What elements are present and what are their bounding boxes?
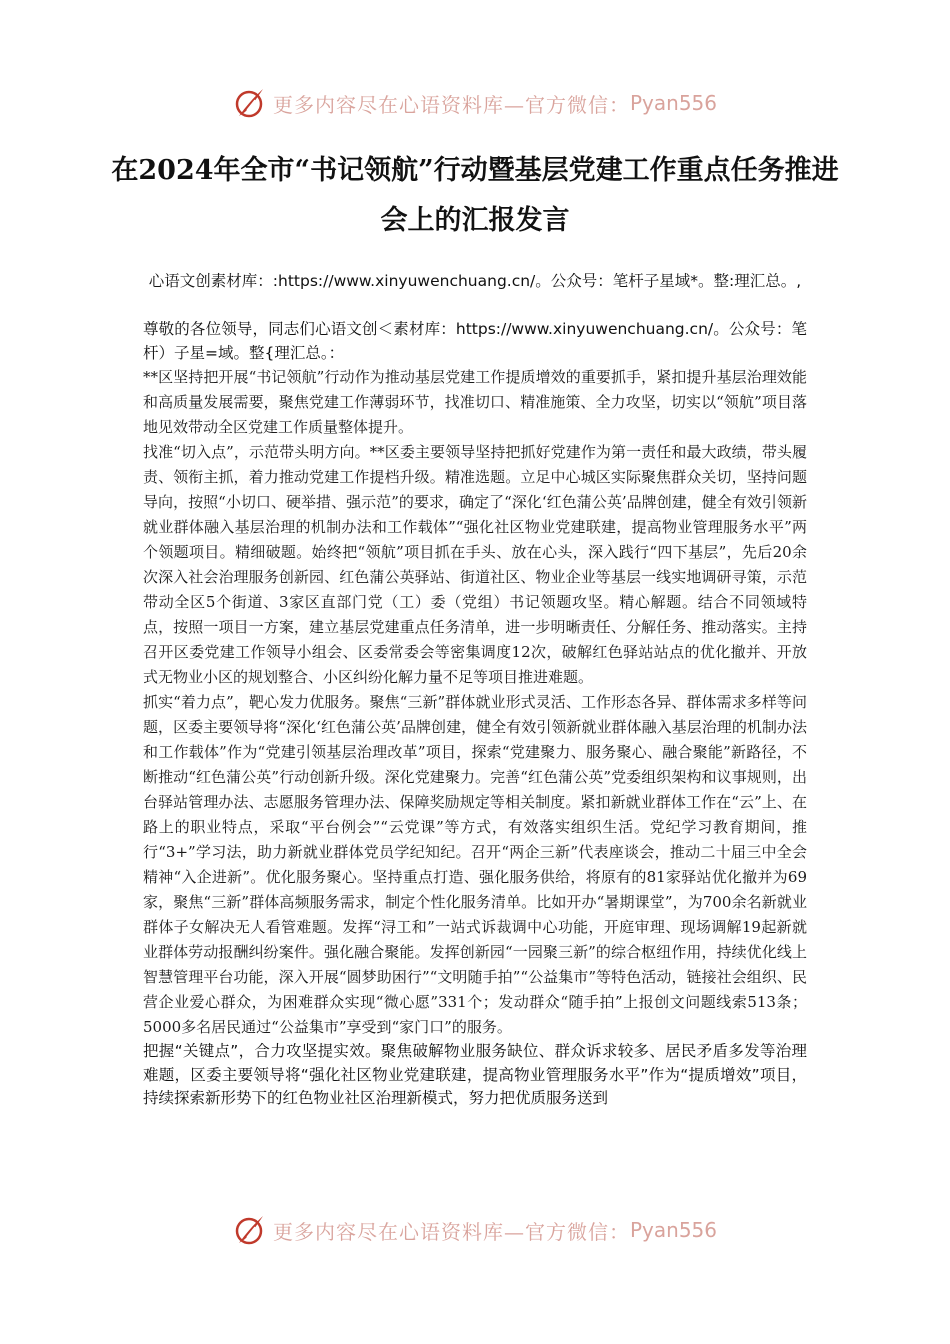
body-paragraph: 把握“关键点”，合力攻坚提实效。聚焦破解物业服务缺位、群众诉求较多、居民矛盾多发等治理难题，区委主要领导将“强化社区物业党建联建，提高物业管理服务水平”作为“提质增效”项目，持续探索新形势下的红色物业社区治理新模式，努力把优质服务送到 — [143, 1042, 807, 1107]
source-line: 心语文创素材库：:https://www.xinyuwenchuang.cn/。公众号：笔杆子星域*。整:理汇总。, — [148, 272, 802, 290]
header-banner — [0, 78, 950, 128]
footer-banner — [0, 1205, 950, 1255]
body-paragraph: 抓实“着力点”，靶心发力优服务。聚焦“三新”群体就业形式灵活、工作形态各异、群体需求多样等问题，区委主要领导将“深化‘红色蒲公英’品牌创建，健全有效引领新就业群体融入基层治理的机制办法和工作载体”作为“党建引领基层治理改革”项目，探索“党建聚力、服务聚心、融合聚能”新路径，不断推动“红色蒲公英”行动创新升级。深化党建聚力。完善“红色蒲公英”党委组织架构和议事规则，出台驿站管理办法、志愿服务管理办法、保障奖励规定等相关制度。紧扣新就业群体工作在“云”上、在路上的职业特点，采取“平台例会”“云党课”等方式，有效落实组织生活。党纪学习教育期间，推行“3+”学习法，助力新就业群体党员学纪知纪。召开“两企三新”代表座谈会，推动二十届三中全会精神“入企进新”。优化服务聚心。坚持重点打造、强化服务供给，将原有的81家驿站优化撤并为69家，聚焦“三新”群体高频服务需求，制定个性化服务清单。比如开办“暑期课堂”，为700余名新就业群体子女解决无人看管难题。发挥“浔工和”一站式诉裁调中心功能，开庭审理、现场调解19起新就业群体劳动报酬纠纷案件。强化融合聚能。发挥创新园“一园聚三新”的综合枢纽作用，持续优化线上智慧管理平台功能，深入开展“圆梦助困行”“文明随手拍”“公益集市”等特色活动，链接社会组织、民营企业爱心群众，为困难群众实现“微心愿”331个；发动群众“随手拍”上报创文问题线索513条；5000多名居民通过“公益集市”享受到“家门口”的服务。 — [143, 693, 807, 1036]
body-paragraph: 找准“切入点”，示范带头明方向。**区委主要领导坚持把抓好党建作为第一责任和最大政绩，带头履责、领衔主抓，着力推动党建工作提档升级。精准选题。立足中心城区实际聚焦群众关切，坚持问题导向，按照“小切口、硬举措、强示范”的要求，确定了“深化‘红色蒲公英’品牌创建，健全有效引领新就业群体融入基层治理的机制办法和工作载体”“强化社区物业党建联建，提高物业管理服务水平”两个领题项目。精细破题。始终把“领航”项目抓在手头、放在心头，深入践行“四下基层”，先后20余次深入社会治理服务创新园、红色蒲公英驿站、街道社区、物业企业等基层一线实地调研寻策，示范带动全区5个街道、3家区直部门党（工）委（党组）书记领题攻坚。精心解题。结合不同领域特点，按照一项目一方案，建立基层党建重点任务清单，进一步明晰责任、分解任务、推动落实。主持召开区委党建工作领导小组会、区委常委会等密集调度12次，破解红色驿站站点的优化撤并、开放式无物业小区的规划整合、小区纠纷化解力量不足等项目推进难题。 — [143, 443, 807, 686]
salutation-paragraph: 尊敬的各位领导，同志们心语文创＜素材库：https://www.xinyuwenchuang.cn/。公众号：笔杆）子星=域。整{理汇总。： — [143, 320, 807, 362]
banner-wechat-id: Pyan556 — [629, 91, 717, 115]
banner-wechat-id: Pyan556 — [629, 1218, 717, 1242]
body-paragraph: **区坚持把开展“书记领航”行动作为推动基层党建工作提质增效的重要抓手，紧扣提升基层治理效能和高质量发展需要，聚焦党建工作薄弱环节，找准切口、精准施策、全力攻坚，切实以“领航”项目落地见效带动全区党建工作质量整体提升。 — [143, 368, 807, 436]
banner-text: 更多内容尽在心语资料库—官方微信： — [272, 1219, 630, 1244]
banner-text: 更多内容尽在心语资料库—官方微信： — [272, 92, 630, 117]
quill-logo-icon — [233, 1213, 267, 1247]
document-title: 在2024年全市“书记领航”行动暨基层党建工作重点任务推进会上的汇报发言 — [111, 155, 839, 236]
quill-logo-icon — [233, 86, 267, 120]
document-body — [143, 318, 807, 1111]
